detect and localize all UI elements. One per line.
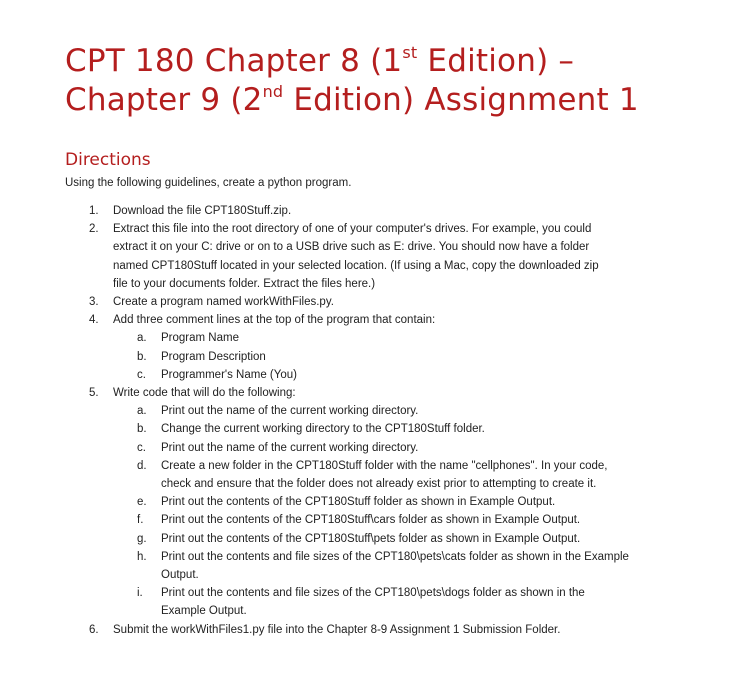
list-item-text: file to your documents folder. Extract the files here.) xyxy=(113,277,376,290)
sub-list-item-text: Print out the contents of the CPT180Stuff folder as shown in Example Output. xyxy=(161,496,556,509)
sub-list-item-text: Programmer's Name (You) xyxy=(161,368,297,381)
title-text: Edition) – xyxy=(417,43,575,79)
sub-list-item-text: Program Name xyxy=(161,332,239,345)
sub-list-item-text: Output. xyxy=(161,569,199,582)
sub-list-item xyxy=(0,584,698,620)
sub-list-item-text: Print out the name of the current working directory. xyxy=(161,441,419,454)
list-item-text: Create a program named workWithFiles.py. xyxy=(113,296,334,309)
intro-paragraph: Using the following guidelines, create a python program. xyxy=(65,177,352,189)
sub-list-item xyxy=(0,348,698,366)
list-item xyxy=(0,202,688,220)
sub-list-item xyxy=(0,402,698,420)
list-item-text: Add three comment lines at the top of the program that contain: xyxy=(113,314,436,327)
list-number: 4. xyxy=(89,314,99,327)
sub-list-letter: c. xyxy=(137,368,146,381)
sub-list-item-text: Program Description xyxy=(161,350,266,363)
list-number: 6. xyxy=(89,623,99,636)
list-item-text: named CPT180Stuff located in your selected location. (If using a Mac, copy the downloaded zip xyxy=(113,259,599,272)
list-item-text: Extract this file into the root directory of one of your computer's drives. For example, you could xyxy=(113,223,592,236)
title-superscript: st xyxy=(402,43,418,62)
sub-list-letter: e. xyxy=(137,496,147,509)
list-item xyxy=(0,220,688,293)
sub-list-item xyxy=(0,457,698,493)
list-item-text: Write code that will do the following: xyxy=(113,387,296,400)
list-item-text: Download the file CPT180Stuff.zip. xyxy=(113,205,292,217)
sub-list-item-text: check and ensure that the folder does not already exist prior to attempting to create it. xyxy=(161,478,597,491)
sub-list-letter: d. xyxy=(137,459,147,472)
sub-list-letter: b. xyxy=(137,350,147,363)
title-text: CPT 180 Chapter 8 (1 xyxy=(65,43,403,79)
sub-list-letter: i. xyxy=(137,587,143,600)
sub-list-item-text: Create a new folder in the CPT180Stuff folder with the name "cellphones". In your code, xyxy=(161,459,608,472)
title-text: Chapter 9 (2 xyxy=(65,82,263,118)
list-number: 3. xyxy=(89,296,99,309)
sub-list-item-text: Print out the contents of the CPT180Stuff\cars folder as shown in Example Output. xyxy=(161,514,581,527)
list-item-text: extract it on your C: drive or on to a USB drive such as E: drive. You should now have a folder xyxy=(113,241,590,254)
sub-list-item-text: Print out the contents and file sizes of the CPT180\pets\cats folder as shown in the Example xyxy=(161,550,629,563)
list-item-text: Submit the workWithFiles1.py file into the Chapter 8-9 Assignment 1 Submission Folder. xyxy=(113,623,561,636)
sub-list-item xyxy=(0,511,698,529)
sub-list-item-text: Example Output. xyxy=(161,605,247,618)
section-heading: Directions xyxy=(65,150,151,170)
sub-list-item xyxy=(0,548,698,584)
sub-list-letter: f. xyxy=(137,514,144,527)
sub-list-item xyxy=(0,439,698,457)
list-number: 1. xyxy=(89,205,99,217)
list-item xyxy=(0,293,688,311)
sub-list-item-text: Print out the contents of the CPT180Stuff\pets folder as shown in Example Output. xyxy=(161,532,581,545)
list-item xyxy=(0,384,688,402)
sub-list-item xyxy=(0,329,698,347)
numbered-list xyxy=(0,202,729,639)
title-text: Edition) Assignment 1 xyxy=(283,82,639,118)
sub-list-letter: h. xyxy=(137,550,147,563)
sub-list-letter: b. xyxy=(137,423,147,436)
list-number: 2. xyxy=(89,223,99,236)
sub-list-item-text: Print out the contents and file sizes of the CPT180\pets\dogs folder as shown in the xyxy=(161,587,585,600)
sub-list-letter: c. xyxy=(137,441,146,454)
sub-list-item-text: Change the current working directory to the CPT180Stuff folder. xyxy=(161,423,485,436)
list-item xyxy=(0,621,688,639)
list-number: 5. xyxy=(89,387,99,400)
sub-list-letter: g. xyxy=(137,532,147,545)
sub-list-item xyxy=(0,530,698,548)
sub-list-letter: a. xyxy=(137,405,147,418)
sub-list-item xyxy=(0,420,698,438)
sub-list-item xyxy=(0,493,698,511)
sub-list-item-text: Print out the name of the current working directory. xyxy=(161,405,419,418)
sub-list-letter: a. xyxy=(137,332,147,345)
title-superscript: nd xyxy=(262,82,284,101)
sub-list-item xyxy=(0,366,698,384)
page-title xyxy=(65,42,715,120)
list-item xyxy=(0,311,688,329)
